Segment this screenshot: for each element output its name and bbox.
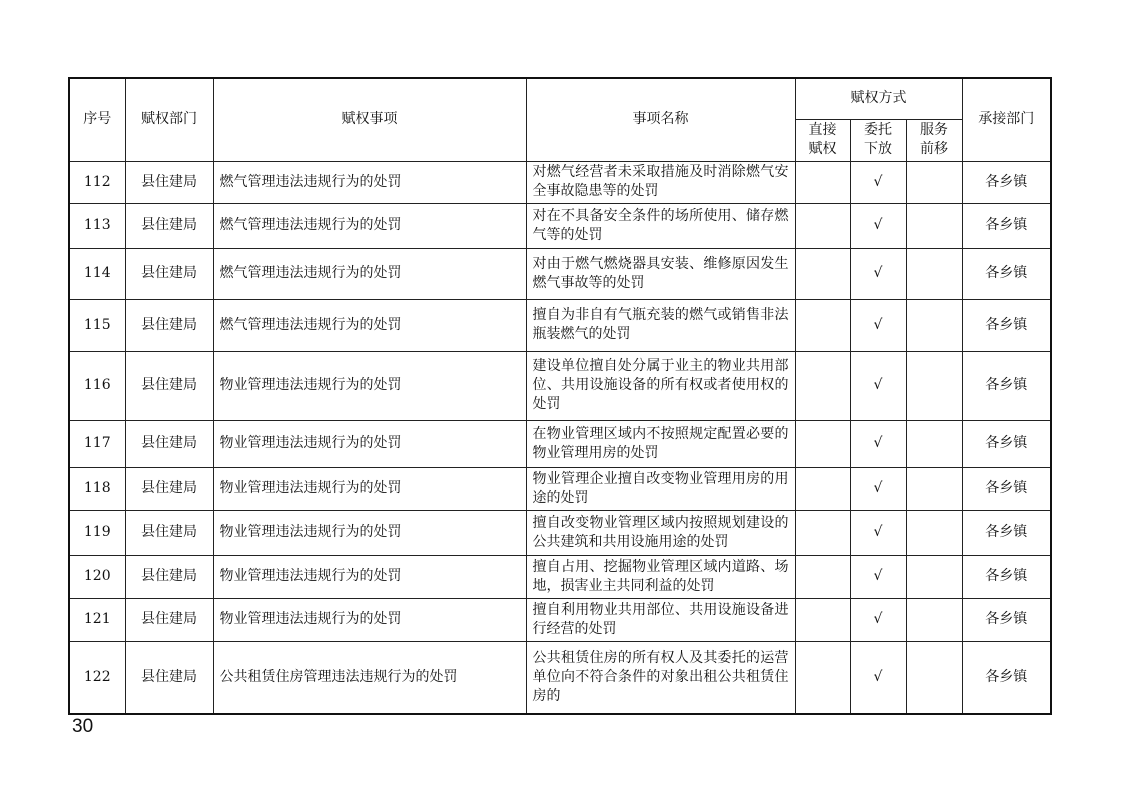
header-method: 赋权方式 — [795, 78, 962, 119]
table-row — [69, 555, 1051, 598]
row-service — [906, 161, 962, 203]
row-dept: 县住建局 — [125, 351, 213, 420]
row-dept: 县住建局 — [125, 248, 213, 299]
row-item-name: 建设单位擅自处分属于业主的物业共用部位、共用设施设备的所有权或者使用权的处罚 — [526, 351, 795, 420]
row-matter: 物业管理违法违规行为的处罚 — [213, 420, 526, 467]
row-undertaker: 各乡镇 — [962, 510, 1051, 555]
row-undertaker: 各乡镇 — [962, 420, 1051, 467]
header-dept: 赋权部门 — [125, 78, 213, 161]
row-item-name: 擅自改变物业管理区域内按照规划建设的公共建筑和共用设施用途的处罚 — [526, 510, 795, 555]
row-seq: 117 — [69, 420, 125, 467]
row-seq: 122 — [69, 641, 125, 714]
row-seq: 115 — [69, 299, 125, 351]
row-item-name: 物业管理企业擅自改变物业管理用房的用途的处罚 — [526, 467, 795, 510]
page-number: 30 — [72, 716, 94, 737]
header-matter: 赋权事项 — [213, 78, 526, 161]
row-seq: 113 — [69, 203, 125, 248]
row-matter: 公共租赁住房管理违法违规行为的处罚 — [213, 641, 526, 714]
row-matter: 燃气管理违法违规行为的处罚 — [213, 161, 526, 203]
row-dept: 县住建局 — [125, 161, 213, 203]
header-undertaker: 承接部门 — [962, 78, 1051, 161]
row-entrust: √ — [850, 420, 906, 467]
row-matter: 燃气管理违法违规行为的处罚 — [213, 203, 526, 248]
row-dept: 县住建局 — [125, 420, 213, 467]
table-row — [69, 161, 1051, 203]
table-row — [69, 641, 1051, 714]
row-undertaker: 各乡镇 — [962, 555, 1051, 598]
row-dept: 县住建局 — [125, 203, 213, 248]
row-entrust: √ — [850, 641, 906, 714]
row-dept: 县住建局 — [125, 641, 213, 714]
row-service — [906, 203, 962, 248]
header-entrust: 委托下放 — [850, 119, 906, 161]
row-item-name: 对在不具备安全条件的场所使用、储存燃气等的处罚 — [526, 203, 795, 248]
row-item-name: 擅自利用物业共用部位、共用设施设备进行经营的处罚 — [526, 598, 795, 641]
row-entrust: √ — [850, 351, 906, 420]
row-direct — [795, 161, 850, 203]
table-row — [69, 467, 1051, 510]
table-row — [69, 510, 1051, 555]
row-service — [906, 598, 962, 641]
header-direct: 直接赋权 — [795, 119, 850, 161]
row-undertaker: 各乡镇 — [962, 598, 1051, 641]
row-service — [906, 510, 962, 555]
row-service — [906, 467, 962, 510]
table-row — [69, 203, 1051, 248]
authorization-table — [68, 77, 1052, 715]
row-item-name: 在物业管理区域内不按照规定配置必要的物业管理用房的处罚 — [526, 420, 795, 467]
row-direct — [795, 467, 850, 510]
row-seq: 112 — [69, 161, 125, 203]
row-entrust: √ — [850, 555, 906, 598]
row-entrust: √ — [850, 203, 906, 248]
row-entrust: √ — [850, 598, 906, 641]
row-service — [906, 555, 962, 598]
row-seq: 116 — [69, 351, 125, 420]
table-row — [69, 299, 1051, 351]
row-service — [906, 248, 962, 299]
row-matter: 物业管理违法违规行为的处罚 — [213, 510, 526, 555]
row-direct — [795, 641, 850, 714]
row-service — [906, 641, 962, 714]
row-item-name: 对由于燃气燃烧器具安装、维修原因发生燃气事故等的处罚 — [526, 248, 795, 299]
row-undertaker: 各乡镇 — [962, 351, 1051, 420]
row-direct — [795, 555, 850, 598]
row-item-name: 擅自占用、挖掘物业管理区域内道路、场地，损害业主共同利益的处罚 — [526, 555, 795, 598]
row-matter: 燃气管理违法违规行为的处罚 — [213, 248, 526, 299]
row-direct — [795, 510, 850, 555]
row-seq: 118 — [69, 467, 125, 510]
table-row — [69, 248, 1051, 299]
row-entrust: √ — [850, 299, 906, 351]
row-matter: 物业管理违法违规行为的处罚 — [213, 351, 526, 420]
row-seq: 120 — [69, 555, 125, 598]
row-undertaker: 各乡镇 — [962, 203, 1051, 248]
row-undertaker: 各乡镇 — [962, 467, 1051, 510]
row-entrust: √ — [850, 248, 906, 299]
row-dept: 县住建局 — [125, 299, 213, 351]
row-direct — [795, 420, 850, 467]
row-undertaker: 各乡镇 — [962, 299, 1051, 351]
row-dept: 县住建局 — [125, 598, 213, 641]
row-undertaker: 各乡镇 — [962, 248, 1051, 299]
table-body — [69, 161, 1051, 714]
row-item-name: 对燃气经营者未采取措施及时消除燃气安全事故隐患等的处罚 — [526, 161, 795, 203]
row-direct — [795, 299, 850, 351]
header-service: 服务前移 — [906, 119, 962, 161]
row-matter: 物业管理违法违规行为的处罚 — [213, 555, 526, 598]
row-entrust: √ — [850, 510, 906, 555]
row-matter: 物业管理违法违规行为的处罚 — [213, 598, 526, 641]
table-row — [69, 420, 1051, 467]
row-service — [906, 351, 962, 420]
row-item-name: 擅自为非自有气瓶充装的燃气或销售非法瓶装燃气的处罚 — [526, 299, 795, 351]
row-entrust: √ — [850, 467, 906, 510]
table-row — [69, 598, 1051, 641]
row-dept: 县住建局 — [125, 555, 213, 598]
row-direct — [795, 203, 850, 248]
row-item-name: 公共租赁住房的所有权人及其委托的运营单位向不符合条件的对象出租公共租赁住房的 — [526, 641, 795, 714]
row-direct — [795, 248, 850, 299]
row-service — [906, 299, 962, 351]
row-undertaker: 各乡镇 — [962, 161, 1051, 203]
table-row — [69, 351, 1051, 420]
row-matter: 物业管理违法违规行为的处罚 — [213, 467, 526, 510]
row-service — [906, 420, 962, 467]
row-undertaker: 各乡镇 — [962, 641, 1051, 714]
row-dept: 县住建局 — [125, 467, 213, 510]
row-seq: 114 — [69, 248, 125, 299]
row-matter: 燃气管理违法违规行为的处罚 — [213, 299, 526, 351]
row-direct — [795, 351, 850, 420]
row-seq: 121 — [69, 598, 125, 641]
row-entrust: √ — [850, 161, 906, 203]
header-seq: 序号 — [69, 78, 125, 161]
row-dept: 县住建局 — [125, 510, 213, 555]
row-direct — [795, 598, 850, 641]
header-item-name: 事项名称 — [526, 78, 795, 161]
row-seq: 119 — [69, 510, 125, 555]
